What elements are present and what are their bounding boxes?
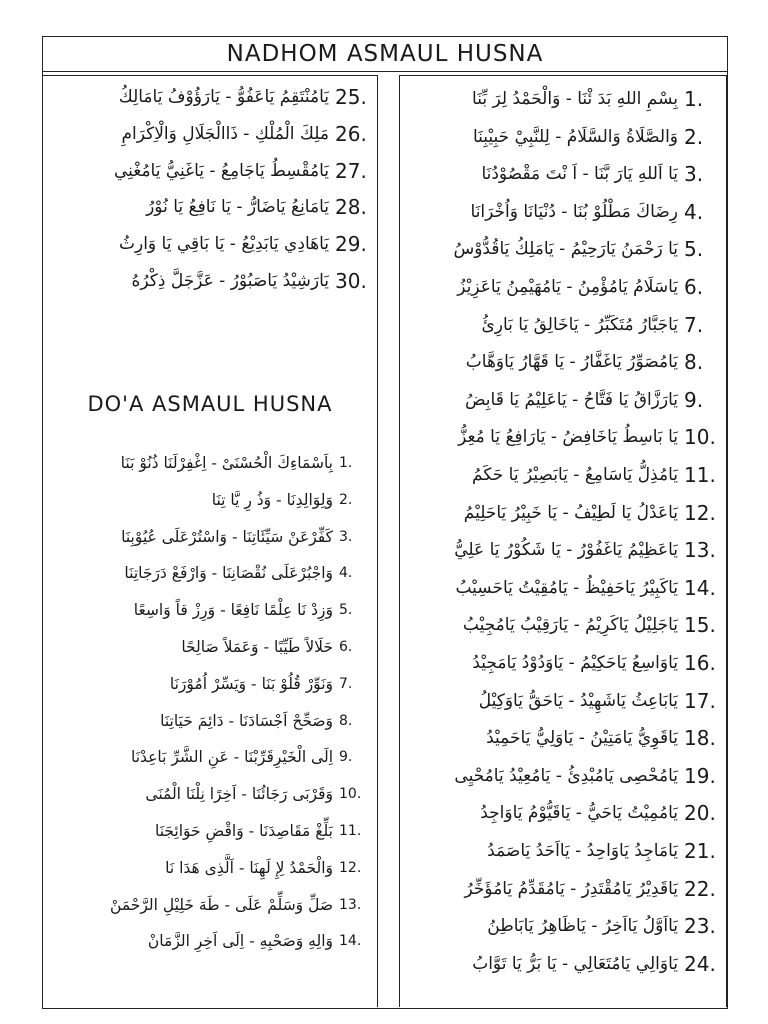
doa-line-text: بَلِّغْ مَقَاصِدَنَا - وَاقْضِ حَوَائِجَنَا (154, 822, 333, 840)
name-line-text: يَاهَادِي يَابَدِيْعُ - يَا بَاقِي يَا وَارِثُ (118, 234, 329, 255)
name-line-number: 16. (684, 651, 716, 675)
doa-line-number: 4. (339, 565, 353, 582)
name-line (43, 264, 377, 298)
doa-line (43, 667, 377, 701)
name-line (400, 721, 726, 755)
name-line (400, 684, 726, 718)
left-column (43, 75, 378, 1007)
doa-line-number: 12. (339, 859, 362, 876)
name-line (400, 195, 726, 229)
name-line-number: 24. (684, 951, 716, 976)
name-line-text: يَامَانِعُ يَاضَارُّ - يَا نَافِعُ يَا نُوْرُ (146, 197, 329, 218)
doa-line-number: 8. (339, 712, 353, 729)
name-line (400, 796, 726, 830)
doa-line-text: وَزِدْ نَا عِلْمًا نَافِعًا - وَرِزْ قاً وَاسِعًا (133, 601, 333, 620)
name-line (400, 571, 726, 605)
name-line-number: 26. (335, 121, 367, 146)
doa-line-number: 10. (339, 786, 362, 803)
doa-line (43, 814, 377, 848)
name-line (400, 872, 726, 906)
doa-line (43, 483, 377, 517)
name-line-number: 8. (684, 350, 704, 375)
doa-line (43, 630, 377, 664)
name-line (43, 190, 377, 224)
name-line-text: مَلِكَ الْمُلْكِ - ذَاالْجَلَالِ وَالْاِكْرَامِ (121, 123, 329, 144)
name-line (400, 157, 726, 191)
name-line (43, 117, 377, 151)
name-line-number: 3. (684, 162, 704, 187)
doa-line-number: 13. (339, 896, 362, 913)
doa-line (43, 851, 377, 885)
name-line-number: 20. (684, 801, 716, 826)
name-line-text: يَا اَللهِ يَارَ بَّنَا - اَ نْتَ مَقْصُوْدُنَا (481, 164, 678, 185)
name-line (400, 458, 726, 492)
name-line-text: يَا رَحْمَنُ يَارَحِيْمُ - يَامَلِكُ يَاقُدُّوْسُ (453, 239, 678, 260)
name-line (400, 383, 726, 417)
name-line-text: يَامُذِلُّ يَاسَامِعُ - يَابَصِيْرُ يَا حَكَمُ (472, 465, 678, 485)
doa-line-text: صَلِّ وَسَلِّمْ عَلَى - طَهَ خَلِيْلِ الرَّحْمَنْ (110, 895, 333, 914)
name-line-number: 15. (684, 613, 716, 638)
doa-line (43, 704, 377, 738)
name-line (400, 646, 726, 680)
doa-line-text: وَنَوِّرْ قُلُوْ بَنَا - وَيَسِّرْ اُمُوْرَنَا (169, 674, 333, 693)
name-line-text: يَامُحْصِى يَامُبْدِئُ - يَامُعِيْدُ يَامُحْيِى (454, 765, 678, 786)
name-line-number: 9. (684, 387, 704, 412)
name-line-text: يَامَاجِدُ يَاوَاحِدُ - يَااَحَدُ يَاصَمَدُ (487, 841, 678, 861)
name-line-number: 4. (684, 199, 704, 224)
name-line (400, 533, 726, 567)
doa-title: DO'A ASMAUL HUSNA (87, 392, 333, 416)
name-line-text: يَابَاعِثُ يَاشَهِيْدُ - يَاحَقُّ يَاوَكِيْلُ (478, 690, 678, 711)
name-line-text: يَااَوَّلُ يَااَخِرُ - يَاظَاهِرُ يَابَاطِنُ (487, 916, 678, 937)
name-line-number: 12. (684, 500, 716, 525)
name-line-number: 10. (684, 425, 716, 450)
name-line-number: 7. (684, 312, 704, 337)
doa-line-text: كَفِّرْعَنْ سَيِّئَاتِنَا - وَاسْتُرْعَلَى عُيُوْبِنَا (121, 527, 333, 546)
name-line-text: يَاوَالِي يَامُتَعَالِي - يَا بَرُّ يَا تَوَّابُ (472, 953, 678, 974)
name-line (400, 759, 726, 793)
doa-line-number: 9. (339, 749, 353, 766)
name-line-text: يَامُنْتَقِمُ يَاعَفُوُّ - يَارَؤُوْفُ يَامَالِكُ (118, 87, 329, 107)
name-line-number: 5. (684, 237, 704, 262)
doa-line (43, 888, 377, 922)
name-line-number: 14. (684, 575, 716, 600)
name-line-number: 1. (684, 87, 704, 111)
name-line-number: 13. (684, 538, 716, 563)
name-line-number: 23. (684, 914, 716, 939)
name-line-number: 29. (335, 232, 367, 257)
doa-line-number: 5. (339, 602, 353, 619)
name-line-number: 21. (684, 839, 716, 863)
name-line (400, 608, 726, 642)
name-line (400, 232, 726, 266)
doa-line-text: وَقَرْبَى رَجَائُنَا - اَخِرًا نِلْنَا الْمُنَى (145, 785, 333, 804)
name-line-text: يَامُقْسِطُ يَاجَامِعُ - يَاغَنِيُّ يَامُغْنِي (113, 160, 329, 181)
name-line (400, 834, 726, 868)
name-line-text: يَاوَاسِعُ يَاحَكِيْمُ - يَاوَدُوْدُ يَامَجِيْدُ (472, 653, 678, 673)
name-line (43, 154, 377, 188)
doa-line-text: حَلَالاً طَيِّبًا - وَعَمَلاً صَالِحًا (181, 638, 333, 656)
doa-line-text: وَالْحَمْدُ لِإِ لَهِنَا - اَلَّذِى هَدَا نَا (165, 858, 333, 877)
doa-line-number: 6. (339, 639, 353, 655)
name-line (400, 420, 726, 454)
doa-line (43, 593, 377, 627)
name-line-number: 18. (684, 726, 716, 751)
document-frame (42, 36, 728, 1009)
name-line-number: 11. (684, 463, 716, 487)
name-line-text: يَا بَاسِطُ يَاخَافِضُ - يَارَافِعُ يَا مُعِزُّ (458, 427, 678, 448)
doa-line (43, 446, 377, 480)
name-line-text: يَاقَوِيُّ يَامَتِيْنُ - يَاوَلِيُّ يَاحَمِيْدُ (486, 728, 678, 749)
doa-line-number: 14. (339, 933, 362, 950)
name-line-number: 17. (684, 688, 716, 713)
name-line-number: 6. (684, 275, 704, 299)
doa-line-text: وَلِوَالِدِنَا - وَذُ رِ يَّا تِنَا (211, 490, 333, 509)
doa-line-text: وَالِهِ وَصَحْبِهِ - اِلَى اَخِرِ الزَّمَانْ (147, 932, 333, 951)
name-line-text: يَارَشِيْدُ يَاصَبُوْرُ - عَزَّجَلَّ ذِكْرُهُ (131, 271, 329, 291)
doa-line-number: 7. (339, 675, 353, 692)
name-line (43, 227, 377, 261)
name-line (400, 270, 726, 304)
doa-line-number: 11. (339, 823, 362, 839)
doa-line-text: اِلَى الْخَيْرِقَرِّبْنَا - عَنِ الشَّرِّ بَاعِدْنَا (130, 748, 333, 767)
name-line-text: يَارَزَّاقُ يَا فَتَّاحُ - يَاعَلِيْمُ يَا قَابِضُ (464, 389, 678, 410)
doa-line-number: 2. (339, 491, 353, 508)
name-line (400, 120, 726, 154)
name-line (400, 909, 726, 943)
doa-line (43, 520, 377, 554)
name-line (400, 308, 726, 342)
name-line-text: يَاقَدِيْرُ يَامُقْتَدِرُ - يَامُقَدِّمُ يَامُؤَخِّرُ (464, 878, 678, 899)
name-line-text: يَامُصَوِّرُ يَاغَفَّارُ - يَا قَهَّارُ يَاوَهَّابُ (465, 352, 678, 373)
doa-line-number: 3. (339, 528, 353, 545)
name-line (400, 496, 726, 530)
name-line-text: يَامُمِيْتُ يَاحَيُّ - يَاقَيُّوْمُ يَاوَاجِدُ (480, 803, 678, 824)
name-line (400, 345, 726, 379)
name-line-text: وَالصَّلَاةُ وَالسَّلَامُ - لِلنَّبِيْ حَبِيْبِنَا (472, 126, 678, 147)
name-line-number: 2. (684, 124, 704, 149)
doa-line-text: وَصَحِّحْ اَجْسَادَنَا - دَائِمَ حَيَاتِنَا (160, 711, 333, 730)
name-line (400, 82, 726, 116)
name-line-number: 30. (335, 269, 367, 293)
name-line-text: يَاسَلَامُ يَامُؤْمِنُ - يَامُهَيْمِنُ يَاعَزِيْزُ (457, 277, 678, 297)
name-line-text: يَاكَبِيْرُ يَاحَفِيْظُ - يَامُقِيْتُ يَاحَسِيْبُ (455, 577, 678, 598)
doa-line (43, 740, 377, 774)
name-line-text: يَاعَدْلُ يَا لَطِيْفُ - يَا خَبِيْرُ يَاحَلِيْمُ (463, 502, 678, 523)
name-line-text: يَاجَلِيْلُ يَاكَرِيْمُ - يَارَقِيْبُ يَامُجِيْبُ (462, 615, 678, 636)
doa-line-text: وَاجْبُرْعَلَى نُقْصَانِنَا - وَارْفَعْ دَرَجَاتِنَا (124, 564, 333, 583)
doa-line-number: 1. (339, 455, 353, 471)
page-title: NADHOM ASMAUL HUSNA (43, 37, 727, 72)
name-line-number: 22. (684, 876, 716, 901)
name-line-text: بِسْمِ اللهِ بَدَ ئْنَا - وَالْحَمْدُ لِرَ بِّنَا (472, 89, 678, 109)
right-column (399, 75, 727, 1007)
name-line-text: يَاعَظِيْمُ يَاغَفُوْرُ - يَا شَكُوْرُ يَا عَلِيُّ (454, 540, 678, 561)
name-line (43, 80, 377, 114)
name-line-number: 19. (684, 763, 716, 788)
name-line-number: 25. (335, 85, 367, 109)
name-line-number: 28. (335, 195, 367, 220)
name-line-text: يَاجَبَّارُ مُتَكَبِّرُ - يَاخَالِقُ يَا بَارِئُ (481, 314, 678, 335)
doa-line (43, 924, 377, 958)
name-line-text: رِضَاكَ مَطْلُوْ بُنَا - دُنْيَانَا وَاُخْرَانَا (470, 201, 678, 222)
doa-line (43, 556, 377, 590)
name-line-number: 27. (335, 158, 367, 183)
name-line (400, 947, 726, 981)
doa-line (43, 777, 377, 811)
doa-line-text: بِاَسْمَاءِكَ الْحُسْنَىْ - اِغْفِرْلَنَا ذُنُوْ بَنَا (120, 454, 333, 472)
